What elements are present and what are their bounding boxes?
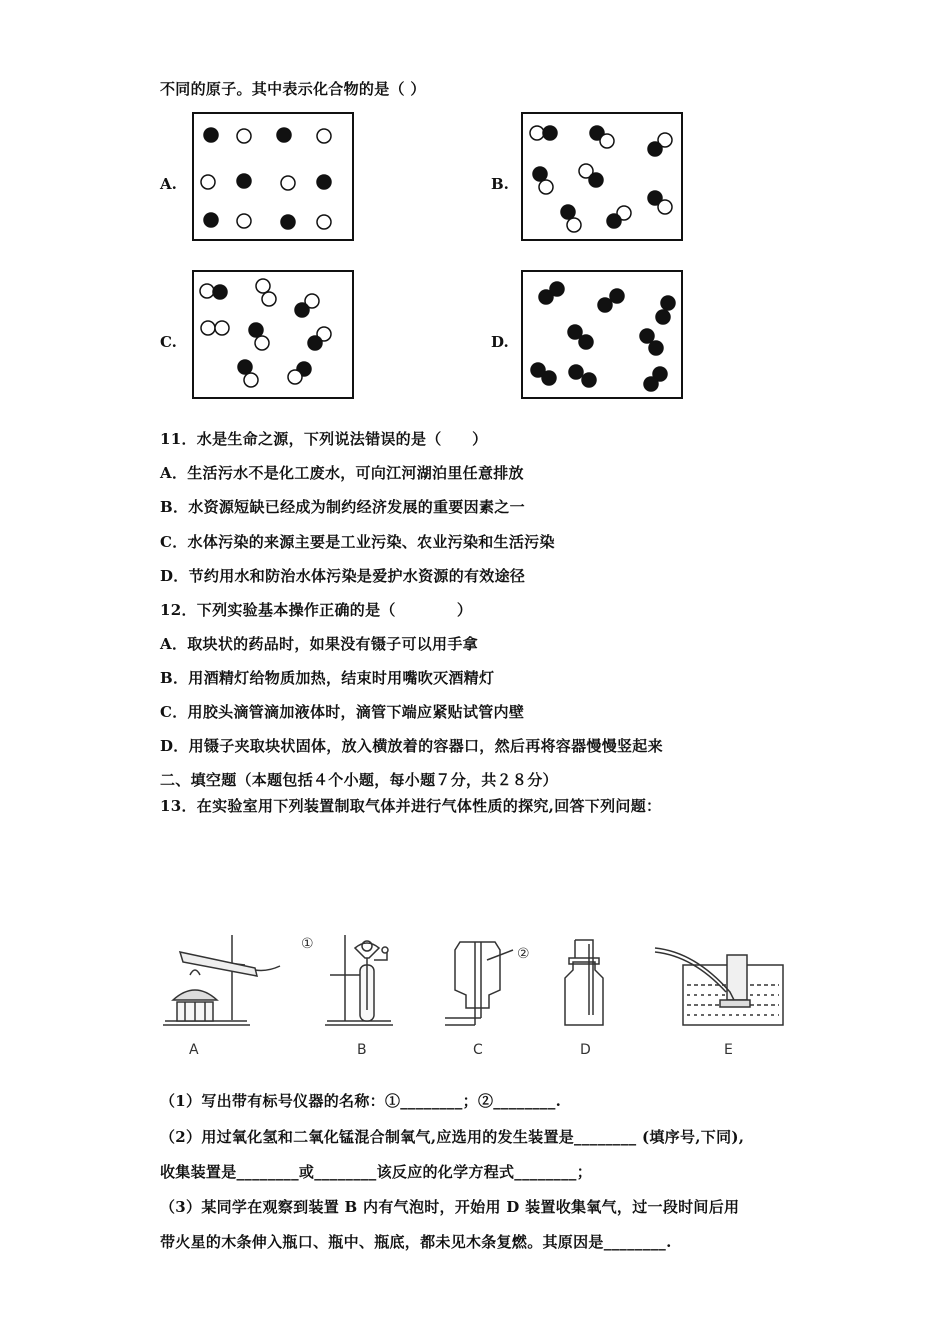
section-2-heading: 二、填空题（本题包括４个小题，每小题７分，共２８分） [160,771,558,789]
apparatus-a [163,935,280,1025]
option-d-label: D. [491,333,509,351]
lab-apparatus-drawing [155,930,795,1040]
q13-part-1: （1）写出带有标号仪器的名称：①________；②________. [160,1092,562,1110]
option-d-diagram [521,270,683,399]
apparatus-b [325,935,393,1025]
black-atom [237,174,251,188]
black-atom [277,128,291,142]
q13-part-2-line-2: 收集装置是________或________该反应的化学方程式________； [160,1163,593,1181]
molecules-mixed-pairs [523,114,681,239]
apparatus-figure [155,930,795,1040]
apparatus-label-d: D [580,1042,591,1058]
apparatus-label-a: A [189,1042,199,1058]
molecules-mixture [194,272,352,397]
black-atom [317,175,331,189]
q12-option-b: B．用酒精灯给物质加热，结束时用嘴吹灭酒精灯 [160,669,495,687]
question-11-stem: 11．水是生命之源，下列说法错误的是（ ） [160,430,488,448]
q11-option-a: A．生活污水不是化工废水，可向江河湖泊里任意排放 [160,464,524,482]
apparatus-label-c: C [473,1042,483,1058]
option-a-diagram [192,112,354,241]
option-c-diagram [192,270,354,399]
q11-option-d: D．节约用水和防治水体污染是爱护水资源的有效途径 [160,567,526,585]
apparatus-d [565,940,603,1025]
white-atom [281,176,295,190]
apparatus-label-e: E [724,1042,733,1058]
q13-part-3-line-1: （3）某同学在观察到装置 B 内有气泡时，开始用 D 装置收集氧气，过一段时间后用 [160,1198,740,1216]
marker-1: ① [301,936,314,952]
apparatus-label-b: B [357,1042,367,1058]
black-atom [204,213,218,227]
question-12-stem: 12．下列实验基本操作正确的是（ ） [160,601,473,619]
black-atom [281,215,295,229]
apparatus-c [445,942,513,1025]
option-b-label: B. [491,175,509,193]
white-atom [317,129,331,143]
black-atom [204,128,218,142]
white-atom [237,214,251,228]
q13-part-2-line-1: （2）用过氧化氢和二氧化锰混合制氧气,应选用的发生装置是________ (填序号,下同), [160,1128,745,1146]
marker-2: ② [517,946,530,962]
atoms-single-mixed [194,114,352,239]
option-a-label: A. [160,175,177,193]
white-atom [237,129,251,143]
q11-option-c: C．水体污染的来源主要是工业污染、农业污染和生活污染 [160,533,555,551]
question-10-stem-tail: 不同的原子。其中表示化合物的是（ ） [160,80,426,98]
apparatus-e [655,948,783,1025]
q12-option-c: C．用胶头滴管滴加液体时，滴管下端应紧贴试管内壁 [160,703,525,721]
q12-option-a: A．取块状的药品时，如果没有镊子可以用手拿 [160,635,478,653]
question-13-stem: 13．在实验室用下列装置制取气体并进行气体性质的探究,回答下列问题： [160,797,662,815]
option-c-label: C. [160,333,177,351]
option-b-diagram [521,112,683,241]
q12-option-d: D．用镊子夹取块状固体，放入横放着的容器口，然后再将容器慢慢竖起来 [160,737,663,755]
q11-option-b: B．水资源短缺已经成为制约经济发展的重要因素之一 [160,498,525,516]
white-atom [317,215,331,229]
q13-part-3-line-2: 带火星的木条伸入瓶口、瓶中、瓶底，都未见木条复燃。其原因是________. [160,1233,672,1251]
molecules-single-element [523,272,681,397]
white-atom [201,175,215,189]
